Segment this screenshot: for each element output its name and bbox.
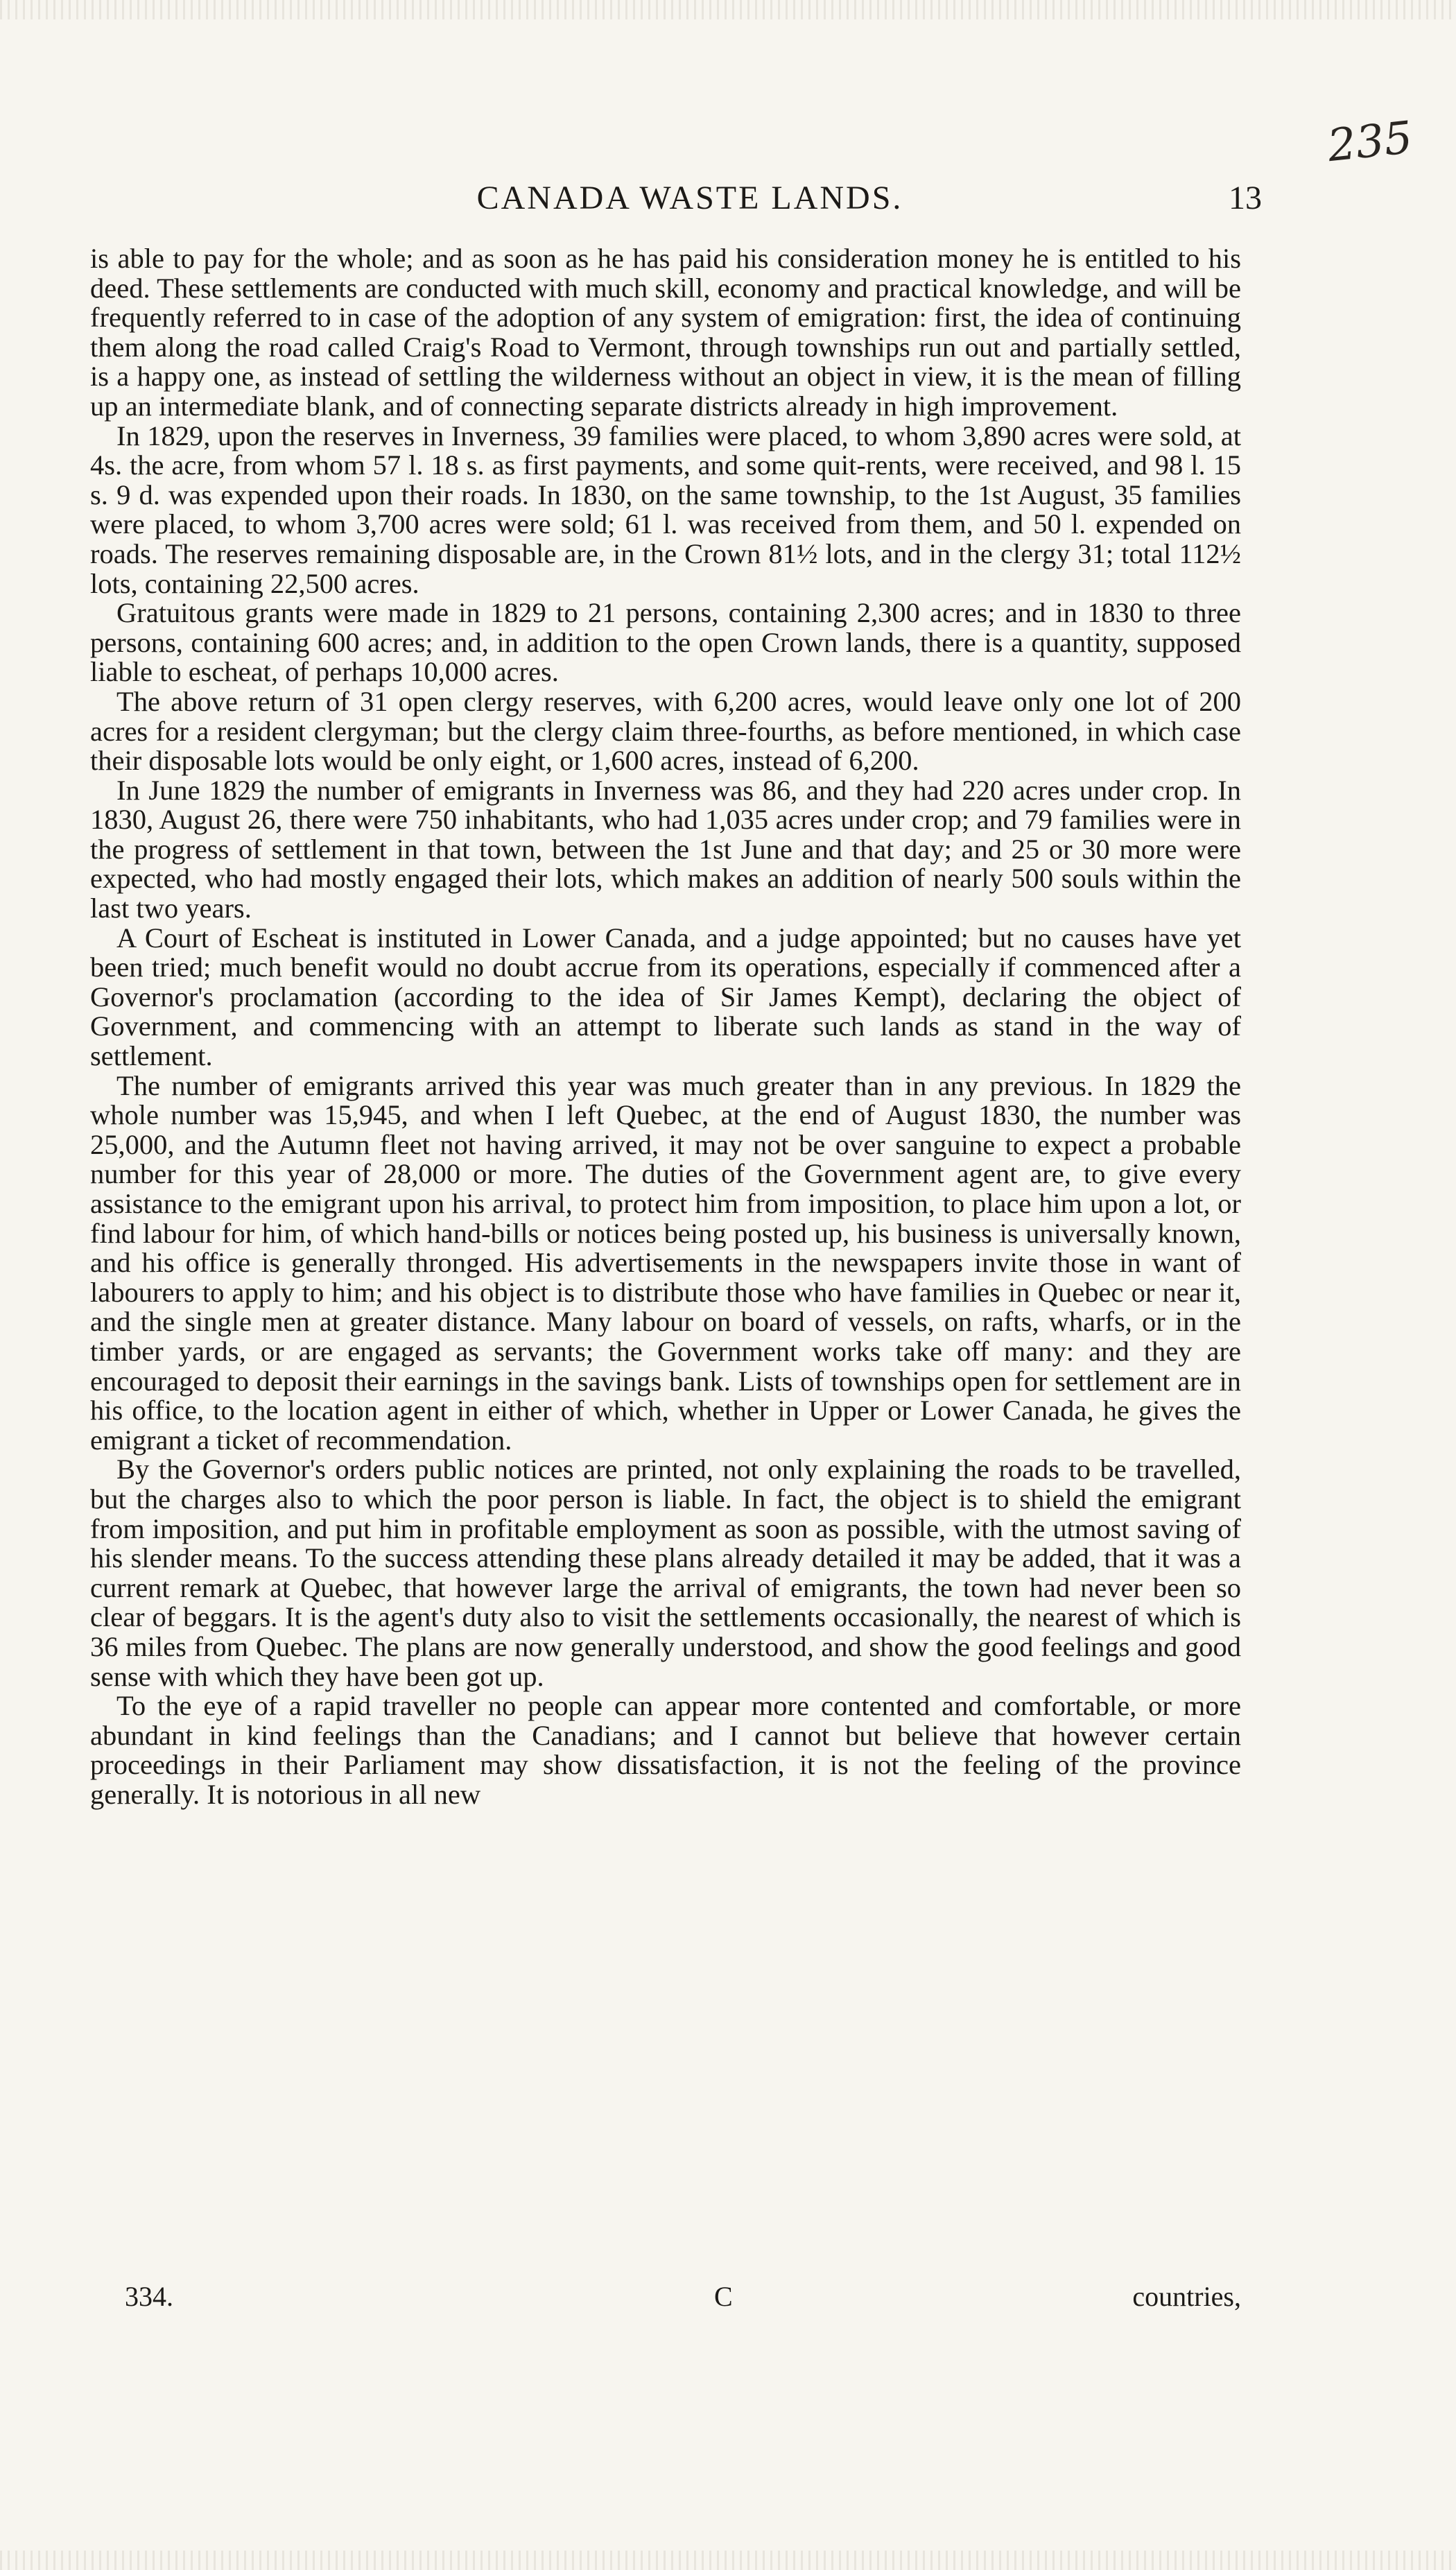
paragraph-8: By the Governor's orders public notices are printed, not only explaining the roads to be travelled, but the charges also to which the poor person is liable. In fact, the object is to shield the emigrant from imposition, and put him in profitable employment as soon as possible, with the utmost saving of his slender means. To the success attending these plans already detailed it may be added, that it was a current remark at Quebec, that however large the arrival of emigrants, the town had never been so clear of beggars. It is the agent's duty also to visit the settlements occasionally, the nearest of which is 36 miles from Quebec. The plans are now generally understood, and show the good feelings and good sense with which they have been got up. [90, 1454, 1241, 1692]
page-footer [125, 2280, 1241, 2322]
catchword: countries, [1132, 2281, 1241, 2312]
body-text [90, 244, 1241, 1809]
paragraph-2: In 1829, upon the reserves in Inverness, 39 families were placed, to whom 3,890 acres were sold, at 4s. the acre, from whom 57 l. 18 s. as first payments, and some quit-rents, were received, and 98 l. 15 s. 9 d. was expended upon their roads. In 1830, on the same township, to the 1st August, 35 families were placed, to whom 3,700 acres were sold; 61 l. was received from them, and 50 l. expended on roads. The reserves remaining disposable are, in the Crown 81½ lots, and in the clergy 31; total 112½ lots, containing 22,500 acres. [90, 420, 1241, 599]
scan-edge-bottom [0, 2551, 1456, 2570]
handwritten-folio-number: 235 [1325, 112, 1415, 173]
signature-number: 334. [125, 2281, 173, 2312]
page-header [118, 179, 1262, 227]
paragraph-4: The above return of 31 open clergy reserves, with 6,200 acres, would leave only one lot of 200 acres for a resident clergyman; but the clergy claim three-fourths, as before mentioned, in which case their disposable lots would be only eight, or 1,600 acres, instead of 6,200. [90, 685, 1241, 777]
paragraph-6: A Court of Escheat is instituted in Lower Canada, and a judge appointed; but no causes have yet been tried; much benefit would no doubt accrue from its operations, especially if commenced after a Governor's proclamation (according to the idea of Sir James Kempt), declaring the object of Government, and commencing with an attempt to liberate such lands as stand in the way of settlement. [90, 922, 1241, 1072]
paragraph-1: is able to pay for the whole; and as soon as he has paid his consideration money he is entitled to his deed. These settlements are conducted with much skill, economy and practical knowledge, and will be frequently referred to in case of the adoption of any system of emigration: first, the idea of continuing them along the road called Craig's Road to Vermont, through townships run out and partially settled, is a happy one, as instead of settling the wilderness without an object in view, it is the mean of filling up an intermediate blank, and of connecting separate districts already in high improvement. [90, 243, 1241, 422]
paragraph-3: Gratuitous grants were made in 1829 to 21 persons, containing 2,300 acres; and in 1830 to three persons, containing 600 acres; and, in addition to the open Crown lands, there is a quantity, supposed liable to escheat, of perhaps 10,000 acres. [90, 597, 1241, 688]
paragraph-5: In June 1829 the number of emigrants in Inverness was 86, and they had 220 acres under crop. In 1830, August 26, there were 750 inhabitants, who had 1,035 acres under crop; and 79 families were in the progress of settlement in that town, between the 1st June and that day; and 25 or 30 more were expected, who had mostly engaged their lots, which makes an addition of nearly 500 souls within the last two years. [90, 774, 1241, 924]
paragraph-9: To the eye of a rapid traveller no people can appear more contented and comfortable, or more abundant in kind feelings than the Canadians; and I cannot but believe that however certain proceedings in their Parliament may show dissatisfaction, it is not the feeling of the province generally. It is notorious in all new [90, 1690, 1241, 1810]
running-title: CANADA WASTE LANDS. [476, 180, 903, 216]
page-number: 13 [1229, 180, 1262, 216]
signature-letter: C [714, 2281, 733, 2312]
scan-edge-top [0, 0, 1456, 19]
paragraph-7: The number of emigrants arrived this year was much greater than in any previous. In 1829 the whole number was 15,945, and when I left Quebec, at the end of August 1830, the number was 25,000, and the Autumn fleet not having arrived, it may not be over sanguine to expect a probable number for this year of 28,000 or more. The duties of the Government agent are, to give every assistance to the emigrant upon his arrival, to protect him from imposition, to place him upon a lot, or find labour for him, of which hand-bills or notices being posted up, his business is universally known, and his office is generally thronged. His advertisements in the newspapers invite those in want of labourers to apply to him; and his object is to distribute those who have families in Quebec or near it, and the single men at greater distance. Many labour on board of vessels, on rafts, wharfs, or in the timber yards, or are engaged as servants; the Government works take off many: and they are encouraged to deposit their earnings in the savings bank. Lists of townships open for settlement are in his office, to the location agent in either of which, whether in Upper or Lower Canada, he gives the emigrant a ticket of recommendation. [90, 1069, 1241, 1456]
